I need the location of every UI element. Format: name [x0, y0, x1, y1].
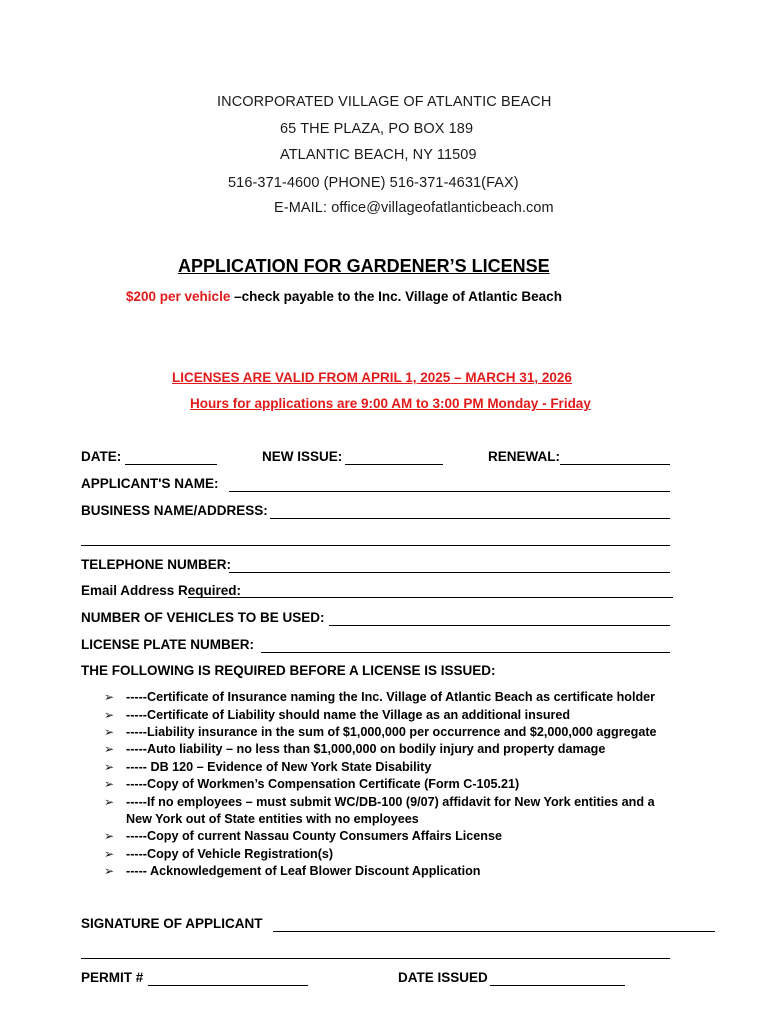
- new-issue-label: NEW ISSUE:: [262, 449, 343, 464]
- fee-payable-note: –check payable to the Inc. Village of Atlantic Beach: [230, 289, 562, 304]
- license-validity-notice: LICENSES ARE VALID FROM APRIL 1, 2025 – MARCH 31, 2026: [172, 370, 572, 385]
- requirement-item: -----Copy of current Nassau County Consumers Affairs License: [126, 829, 503, 843]
- org-phone-fax: 516-371-4600 (PHONE) 516-371-4631(FAX): [228, 175, 519, 191]
- arrow-bullet-icon: ➢: [104, 864, 115, 878]
- arrow-bullet-icon: ➢: [104, 829, 115, 843]
- fee-amount: $200 per vehicle: [126, 289, 231, 304]
- signature-divider: [81, 958, 670, 959]
- vehicles-count-field[interactable]: [329, 625, 670, 626]
- email-label: Email Address Required:: [81, 583, 242, 598]
- arrow-bullet-icon: ➢: [104, 690, 115, 704]
- signature-field[interactable]: [273, 931, 715, 932]
- renewal-field[interactable]: [560, 464, 670, 465]
- permit-number-field[interactable]: [148, 985, 308, 986]
- date-field[interactable]: [125, 464, 217, 465]
- date-issued-field[interactable]: [490, 985, 625, 986]
- requirements-heading: THE FOLLOWING IS REQUIRED BEFORE A LICENSE IS ISSUED:: [81, 663, 496, 678]
- fee-line: [126, 289, 562, 304]
- org-address-line1: 65 THE PLAZA, PO BOX 189: [280, 121, 474, 137]
- vehicles-count-label: NUMBER OF VEHICLES TO BE USED:: [81, 610, 325, 625]
- telephone-label: TELEPHONE NUMBER:: [81, 557, 232, 572]
- signature-label: SIGNATURE OF APPLICANT: [81, 916, 263, 931]
- requirement-item-continued: New York out of State entities with no employees: [126, 812, 419, 826]
- date-label: DATE:: [81, 449, 122, 464]
- arrow-bullet-icon: ➢: [104, 795, 115, 809]
- arrow-bullet-icon: ➢: [104, 708, 115, 722]
- business-address-label: BUSINESS NAME/ADDRESS:: [81, 503, 268, 518]
- arrow-bullet-icon: ➢: [104, 760, 115, 774]
- org-email: E-MAIL: office@villageofatlanticbeach.com: [274, 200, 554, 216]
- requirement-item: -----Certificate of Liability should name the Village as an additional insured: [126, 708, 571, 722]
- telephone-field[interactable]: [229, 572, 670, 573]
- requirement-item: -----Liability insurance in the sum of $1,000,000 per occurrence and $2,000,000 aggregate: [126, 725, 657, 739]
- org-name: INCORPORATED VILLAGE OF ATLANTIC BEACH: [217, 94, 552, 110]
- requirement-item: -----Auto liability – no less than $1,000,000 on bodily injury and property damage: [126, 742, 606, 756]
- email-field[interactable]: [188, 597, 673, 598]
- requirement-item: -----Copy of Workmen’s Compensation Certificate (Form C-105.21): [126, 777, 520, 791]
- arrow-bullet-icon: ➢: [104, 847, 115, 861]
- requirement-item: ----- DB 120 – Evidence of New York State Disability: [126, 760, 432, 774]
- applicant-name-field[interactable]: [229, 491, 670, 492]
- license-plate-field[interactable]: [261, 652, 670, 653]
- arrow-bullet-icon: ➢: [104, 742, 115, 756]
- license-plate-label: LICENSE PLATE NUMBER:: [81, 637, 255, 652]
- org-address-line2: ATLANTIC BEACH, NY 11509: [280, 147, 477, 163]
- date-issued-label: DATE ISSUED: [398, 970, 488, 985]
- requirement-item: -----Certificate of Insurance naming the Inc. Village of Atlantic Beach as certificate holder: [126, 690, 656, 704]
- arrow-bullet-icon: ➢: [104, 777, 115, 791]
- requirement-item: ----- Acknowledgement of Leaf Blower Discount Application: [126, 864, 481, 878]
- arrow-bullet-icon: ➢: [104, 725, 115, 739]
- application-hours-notice: Hours for applications are 9:00 AM to 3:00 PM Monday - Friday: [190, 396, 591, 411]
- page-title: APPLICATION FOR GARDENER’S LICENSE: [178, 256, 550, 276]
- renewal-label: RENEWAL:: [488, 449, 560, 464]
- business-address-field-line2[interactable]: [81, 545, 670, 546]
- new-issue-field[interactable]: [345, 464, 443, 465]
- permit-number-label: PERMIT #: [81, 970, 144, 985]
- requirement-item: -----If no employees – must submit WC/DB-100 (9/07) affidavit for New York entities and a: [126, 795, 655, 809]
- business-address-field[interactable]: [270, 518, 670, 519]
- requirement-item: -----Copy of Vehicle Registration(s): [126, 847, 334, 861]
- applicant-name-label: APPLICANT'S NAME:: [81, 476, 219, 491]
